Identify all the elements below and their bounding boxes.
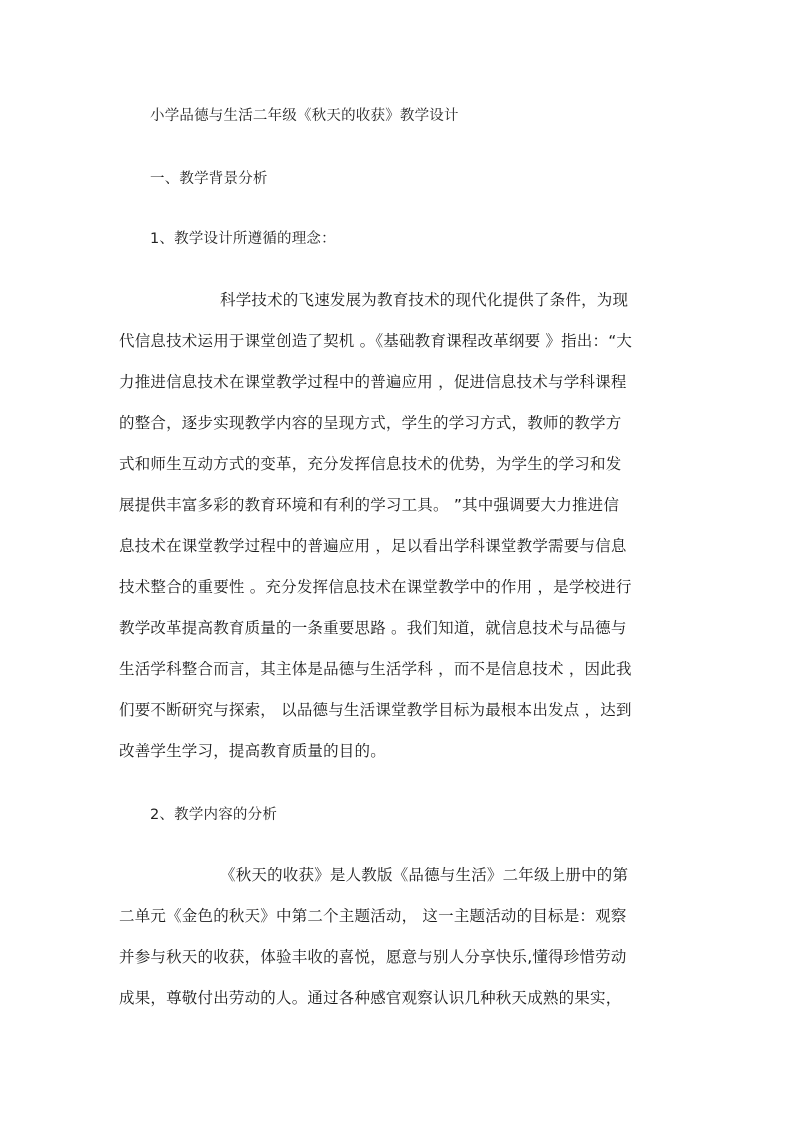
paragraph-line: 改善学生学习，提高教育质量的目的。 <box>119 742 386 760</box>
paragraph-line: 式和师生互动方式的变革，充分发挥信息技术的优势，为学生的学习和发 <box>119 455 622 473</box>
section-heading-1: 一、教学背景分析 <box>150 171 268 187</box>
paragraph-line: 代信息技术运用于课堂创造了契机 。《基础教育课程改革纲要 》指出：“大 <box>119 332 633 350</box>
subsection-heading-1: 1、教学设计所遵循的理念： <box>150 231 336 247</box>
subsection-heading-2: 2、教学内容的分析 <box>150 807 278 823</box>
document-title: 小学品德与生活二年级《秋天的收获》教学设计 <box>150 108 459 124</box>
paragraph-line: 的整合，逐步实现教学内容的呈现方式，学生的学习方式，教师的教学方 <box>119 414 622 432</box>
paragraph-line: 们要不断研究与探索， 以品德与生活课堂教学目标为最根本出发点 ，达到 <box>119 701 632 719</box>
paragraph-line: 科学技术的飞速发展为教育技术的现代化提供了条件，为现 <box>220 291 629 309</box>
paragraph-line: 力推进信息技术在课堂教学过程中的普遍应用 ，促进信息技术与学科课程 <box>119 373 627 391</box>
paragraph-line: 并参与秋天的收获，体验丰收的喜悦，愿意与别人分享快乐,懂得珍惜劳动 <box>119 948 627 966</box>
paragraph-line: 技术整合的重要性 。充分发挥信息技术在课堂教学中的作用 ，是学校进行 <box>119 578 632 596</box>
paragraph-line: 二单元《金色的秋天》中第二个主题活动， 这一主题活动的目标是：观察 <box>119 907 627 925</box>
paragraph-line: 展提供丰富多彩的教育环境和有利的学习工具。 ”其中强调要大力推进信 <box>119 496 620 514</box>
paragraph-line: 成果，尊敬付出劳动的人。通过各种感官观察认识几种秋天成熟的果实， <box>119 989 622 1007</box>
paragraph-line: 生活学科整合而言，其主体是品德与生活学科 ，而不是信息技术 ，因此我 <box>119 660 632 678</box>
paragraph-line: 《秋天的收获》是人教版《品德与生活》二年级上册中的第 <box>220 866 629 884</box>
paragraph-line: 息技术在课堂教学过程中的普遍应用 ，足以看出学科课堂教学需要与信息 <box>119 537 627 555</box>
paragraph-line: 教学改革提高教育质量的一条重要思路 。我们知道，就信息技术与品德与 <box>119 619 627 637</box>
